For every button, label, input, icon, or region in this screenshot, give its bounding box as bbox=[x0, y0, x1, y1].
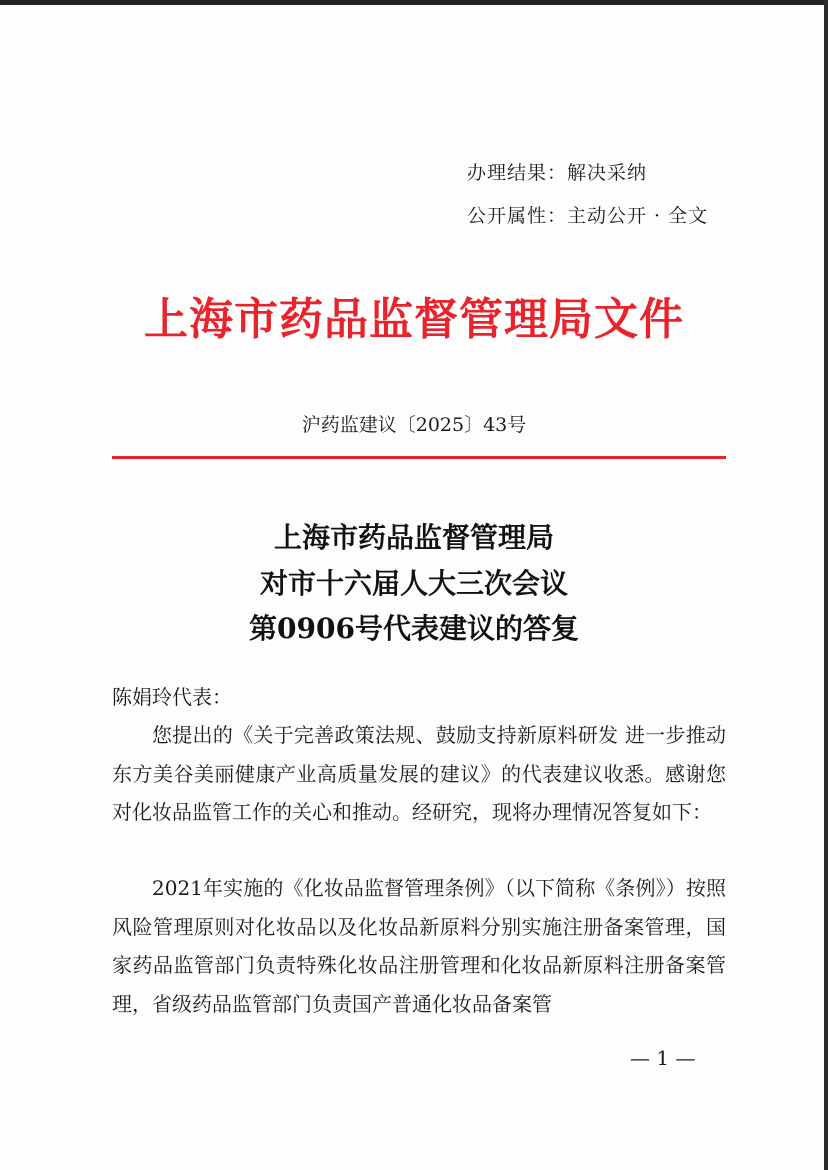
document-number: 沪药监建议〔2025〕43号 bbox=[301, 414, 527, 436]
reply-title-line-3: 第0906号代表建议的答复 bbox=[249, 612, 579, 645]
reply-title-line-2: 对市十六届人大三次会议 bbox=[259, 567, 568, 600]
body-paragraph-1: 您提出的《关于完善政策法规、鼓励支持新原料研发 进一步推动东方美谷美丽健康产业高质量发展的建议》的代表建议收悉。感谢您对化妆品监管工作的关心和推动。经研究，现将办理情况答复如下： bbox=[112, 723, 726, 825]
handling-result: 办理结果：解决采纳 bbox=[467, 162, 648, 184]
scan-edge-top bbox=[0, 0, 828, 5]
body-paragraph-2: 2021年实施的《化妆品监督管理条例》（以下简称《条例》）按照风险管理原则对化妆品以及化妆品新原料分别实施注册备案管理，国家药品监管部门负责特殊化妆品注册管理和化妆品新原料注册备案管理，省级药品监管部门负责国产普通化妆品备案管 bbox=[112, 876, 726, 1016]
disclosure-attribute: 公开属性：主动公开 · 全文 bbox=[467, 205, 709, 227]
reply-title-line-1: 上海市药品监督管理局 bbox=[273, 521, 554, 554]
red-divider-line bbox=[112, 456, 726, 459]
agency-document-title: 上海市药品监督管理局文件 bbox=[144, 294, 684, 345]
salutation: 陈娟玲代表： bbox=[112, 685, 232, 709]
page-number: — 1 — bbox=[630, 1046, 696, 1070]
